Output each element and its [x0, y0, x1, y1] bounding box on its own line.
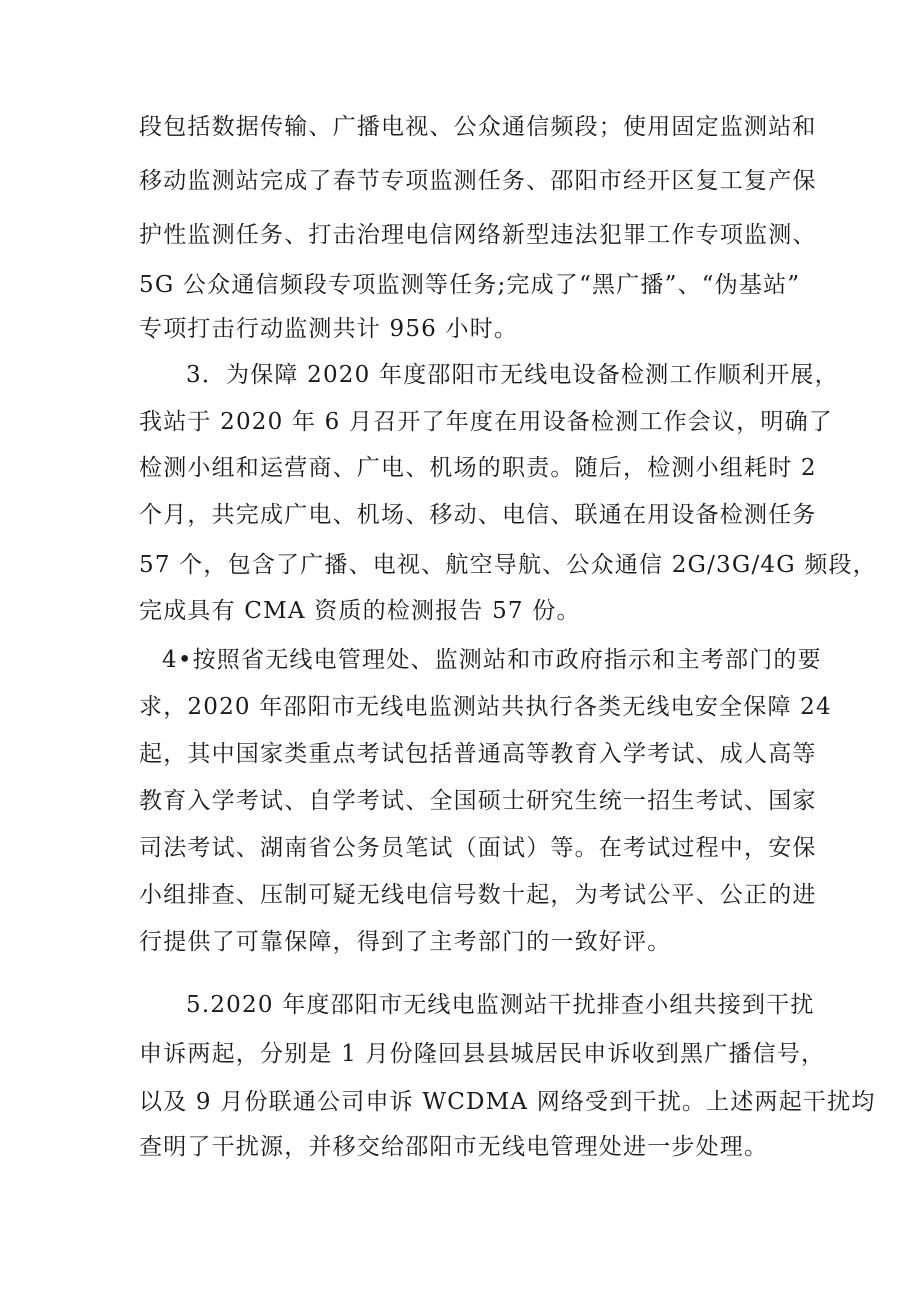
text-line: 申诉两起，分别是 1 月份隆回县县城居民申诉收到黑广播信号，	[139, 1041, 826, 1067]
text-line: 检测小组和运营商、广电、机场的职责。随后，检测小组耗时 2	[139, 455, 817, 481]
text-line: 司法考试、湖南省公务员笔试（面试）等。在考试过程中，安保	[139, 835, 817, 861]
text-line: 求，2020 年邵阳市无线电监测站共执行各类无线电安全保障 24	[139, 694, 832, 720]
text-line: 以及 9 月份联通公司申诉 WCDMA 网络受到干扰。上述两起干扰均	[139, 1089, 876, 1115]
text-line: 移动监测站完成了春节专项监测任务、邵阳市经开区复工复产保	[139, 168, 817, 194]
text-line: 教育入学考试、自学考试、全国硕士研究生统一招生考试、国家	[139, 788, 817, 814]
text-line: 3．为保障 2020 年度邵阳市无线电设备检测工作顺利开展，	[186, 362, 839, 388]
text-line: 查明了干扰源，并移交给邵阳市无线电管理处进一步处理。	[139, 1134, 769, 1160]
text-line: 4•按照省无线电管理处、监测站和市政府指示和主考部门的要	[162, 647, 822, 673]
text-line: 护性监测任务、打击治理电信网络新型违法犯罪工作专项监测、	[139, 222, 817, 248]
text-line: 5G 公众通信频段专项监测等任务;完成了“黑广播”、“伪基站”	[139, 272, 801, 298]
text-line: 我站于 2020 年 6 月召开了年度在用设备检测工作会议，明确了	[139, 409, 834, 435]
text-line: 完成具有 CMA 资质的检测报告 57 份。	[139, 598, 581, 624]
text-line: 段包括数据传输、广播电视、公众通信频段；使用固定监测站和	[139, 114, 817, 140]
text-line: 小组排查、压制可疑无线电信号数十起，为考试公平、公正的进	[139, 882, 817, 908]
text-line: 57 个，包含了广播、电视、航空导航、公众通信 2G/3G/4G 频段，	[139, 552, 877, 578]
text-line: 5.2020 年度邵阳市无线电监测站干扰排查小组共接到干扰	[186, 992, 815, 1018]
text-line: 起，其中国家类重点考试包括普通高等教育入学考试、成人高等	[139, 741, 817, 767]
text-line: 行提供了可靠保障，得到了主考部门的一致好评。	[139, 929, 672, 955]
text-line: 专项打击行动监测共计 956 小时。	[139, 316, 519, 342]
text-line: 个月，共完成广电、机场、移动、电信、联通在用设备检测任务	[139, 502, 817, 528]
